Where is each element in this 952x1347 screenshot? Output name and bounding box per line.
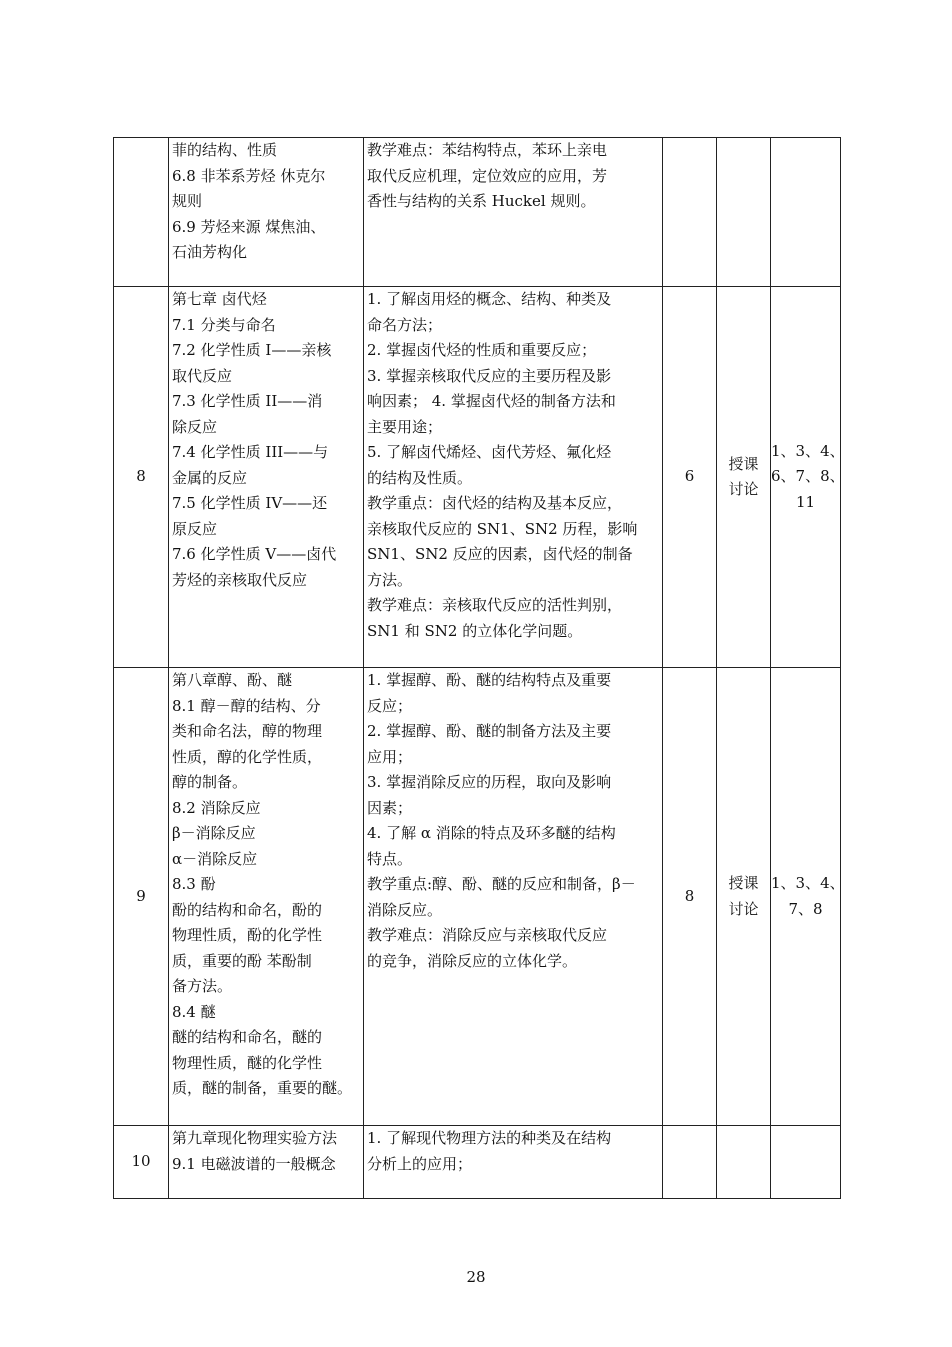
teaching-method: 授课 讨论 [728,874,759,918]
goal-lines: 1. 掌握醇、酚、醚的结构特点及重要 反应； 2. 掌握醇、酚、醚的制备方法及主要 应用； 3. 掌握消除反应的历程，取向及影响 因素； 4. 了解 α 消除的特点及环多醚的结构 特点。 教学重点:醇、酚、醚的反应和制备，β－ 消除反应。 教学难点：消除反应与亲核取代反应 的竞争，消除反应的立体化学。 [367,671,636,970]
content-lines: 第七章 卤代烃 7.1 分类与命名 7.2 化学性质 I——亲核 取代反应 7.3 化学性质 II——消 除反应 7.4 化学性质 III——与 金属的反应 7.5 化学性质 IV——还 原反应 7.6 化学性质 V——卤代 芳烃的亲核取代反应 [172,290,337,589]
week-number-cell: 9 [114,668,169,1126]
content-cell [169,1126,364,1199]
goals-cell [364,138,663,287]
method-cell [717,138,771,287]
week-number-cell: 10 [114,1126,169,1199]
week-number-cell: 8 [114,287,169,668]
table-row [114,287,841,668]
table-row [114,668,841,1126]
goal-lines: 1. 了解现代物理方法的种类及在结构 分析上的应用； [367,1129,612,1173]
content-cell [169,138,364,287]
hours-cell: 8 [663,668,717,1126]
objectives-cell [771,668,845,1126]
goal-lines: 1. 了解卤用烃的概念、结构、种类及 命名方法； 2. 掌握卤代烃的性质和重要反应； 3. 掌握亲核取代反应的主要历程及影 响因素； 4. 掌握卤代烃的制备方法和 主要用途； 5. 了解卤代烯烃、卤代芳烃、氟化烃 的结构及性质。 教学重点：卤代烃的结构及基本反应， 亲核取代反应的 SN1、SN2 历程，影响 SN1、SN2 反应的因素，卤代烃的制备 方法。 教学难点：亲核取代反应的活性判别， SN1 和 SN2 的立体化学问题。 [367,290,638,640]
week-number-cell [114,138,169,287]
hours-cell [663,1126,717,1199]
goals-cell [364,668,663,1126]
method-cell [717,287,771,668]
course-objectives: 1、3、4、 7、8 [771,874,845,918]
method-cell [717,668,771,1126]
table-row [114,1126,841,1199]
content-lines: 第九章现化物理实验方法 9.1 电磁波谱的一般概念 [172,1129,338,1173]
goals-cell [364,287,663,668]
teaching-method: 授课 讨论 [728,454,759,498]
objectives-cell [771,287,845,668]
syllabus-table [113,137,845,1199]
hours-cell: 6 [663,287,717,668]
method-cell [717,1126,771,1199]
content-cell [169,287,364,668]
course-objectives: 1、3、4、 6、7、8、 11 [771,441,845,511]
objectives-cell [771,1126,841,1199]
table-row [114,138,841,287]
hours-cell [663,138,717,287]
objectives-cell [771,138,841,287]
goals-cell [364,1126,663,1199]
page-number: 28 [466,1268,486,1286]
content-cell [169,668,364,1126]
goal-lines: 教学难点：苯结构特点，苯环上亲电 取代反应机理，定位效应的应用，芳 香性与结构的关系 Huckel 规则。 [367,141,608,210]
content-lines: 菲的结构、性质 6.8 非苯系芳烃 休克尔 规则 6.9 芳烃来源 煤焦油、 石油芳构化 [172,141,326,261]
content-lines: 第八章醇、酚、醚 8.1 醇－醇的结构、分 类和命名法，醇的物理 性质，醇的化学性质， 醇的制备。 8.2 消除反应 β－消除反应 α－消除反应 8.3 酚 酚的结构和命名，酚的 物理性质，酚的化学性 质，重要的酚 苯酚制 备方法。 8.4 醚 醚的结构和命名，醚的 物理性质，醚的化学性 质，醚的制备，重要的醚。 [172,671,353,1097]
